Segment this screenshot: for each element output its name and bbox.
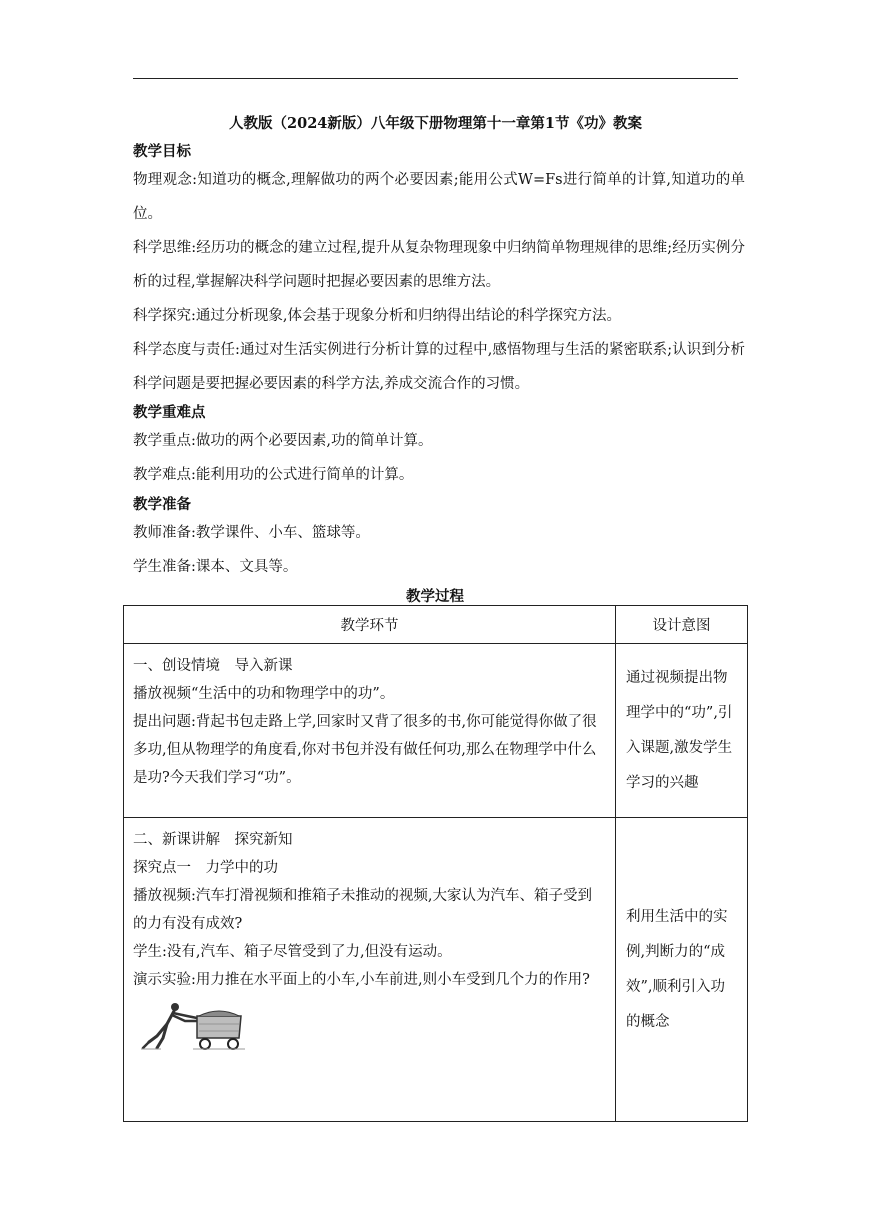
intent-cell: 通过视频提出物理学中的“功”,引入课题,激发学生学习的兴趣 — [616, 644, 748, 818]
intent-cell: 利用生活中的实例,判断力的“成效”,顺利引入功的概念 — [616, 818, 748, 1122]
objectives-heading: 教学目标 — [133, 143, 191, 160]
preparation-teacher: 教师准备:教学课件、小车、篮球等。 — [133, 525, 370, 541]
column-header-stage: 教学环节 — [124, 606, 616, 644]
preparation-heading: 教学准备 — [133, 496, 191, 513]
objective-2: 科学思维:经历功的概念的建立过程,提升从复杂物理现象中归纳简单物理规律的思维;经历实例分析的过程,掌握解决科学问题时把握必要因素的思维方法。 — [133, 240, 745, 290]
table-row — [124, 818, 748, 1122]
objective-3: 科学探究:通过分析现象,体会基于现象分析和归纳得出结论的科学探究方法。 — [133, 308, 621, 324]
stage-text: 学生:没有,汽车、箱子尽管受到了力,但没有运动。 — [133, 944, 452, 960]
process-table — [123, 605, 748, 1122]
preparation-student: 学生准备:课本、文具等。 — [133, 559, 298, 575]
keypoint-1: 教学重点:做功的两个必要因素,功的简单计算。 — [133, 433, 433, 449]
objective-1: 物理观念:知道功的概念,理解做功的两个必要因素;能用公式W=Fs进行简单的计算,知道功的单位。 — [133, 172, 745, 222]
person-pushing-cart-image — [137, 998, 247, 1054]
stage-cell — [124, 644, 616, 818]
page-title: 人教版（2024新版）八年级下册物理第十一章第1节《功》教案 — [229, 115, 642, 132]
stage-text: 提出问题:背起书包走路上学,回家时又背了很多的书,你可能觉得你做了很多功,但从物理学的角度看,你对书包并没有做任何功,那么在物理学中什么是功?今天我们学习“功”。 — [133, 714, 597, 786]
column-header-intent: 设计意图 — [616, 606, 748, 644]
stage-subheading: 探究点一 力学中的功 — [133, 860, 278, 876]
table-header-row — [124, 606, 748, 644]
stage-heading: 一、创设情境 导入新课 — [133, 658, 293, 674]
stage-text: 演示实验:用力推在水平面上的小车,小车前进,则小车受到几个力的作用? — [133, 972, 590, 988]
stage-cell — [124, 818, 616, 1122]
stage-text: 播放视频“生活中的功和物理学中的功”。 — [133, 686, 395, 702]
stage-heading: 二、新课讲解 探究新知 — [133, 832, 293, 848]
header-rule — [133, 78, 738, 79]
keypoint-2: 教学难点:能利用功的公式进行简单的计算。 — [133, 467, 414, 483]
process-caption: 教学过程 — [406, 588, 464, 605]
table-row — [124, 644, 748, 818]
keypoints-heading: 教学重难点 — [133, 404, 206, 421]
stage-text: 播放视频:汽车打滑视频和推箱子未推动的视频,大家认为汽车、箱子受到的力有没有成效? — [133, 888, 592, 932]
objective-4: 科学态度与责任:通过对生活实例进行分析计算的过程中,感悟物理与生活的紧密联系;认识到分析科学问题是要把握必要因素的科学方法,养成交流合作的习惯。 — [133, 342, 745, 392]
